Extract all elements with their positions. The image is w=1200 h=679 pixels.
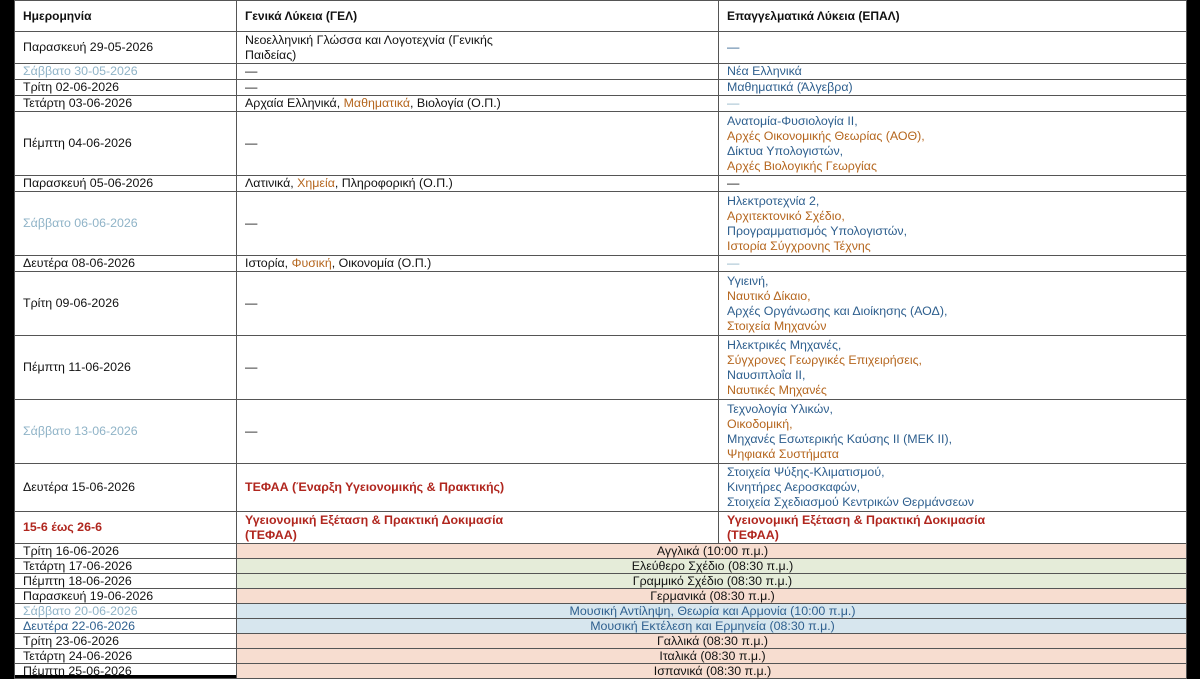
tefaa-label: (ΤΕΦΑΑ): [727, 527, 779, 542]
special-exam-row: [15, 544, 1187, 559]
exam-schedule-table: [14, 0, 1187, 679]
table-row: [15, 336, 1187, 400]
epal-cell: —: [719, 32, 1187, 64]
special-subject-cell: Γαλλικά (08:30 π.μ.): [237, 634, 1187, 649]
epal-cell: Νέα Ελληνικά: [719, 64, 1187, 80]
epal-subject: Ναυτικό Δίκαιο,: [727, 288, 811, 303]
gel-cell-tefaa: [237, 512, 719, 544]
date-cell: Τρίτη 09-06-2026: [15, 272, 237, 336]
table-row: [15, 80, 1187, 96]
epal-cell: [719, 272, 1187, 336]
gel-cell: [237, 256, 719, 272]
special-subject-cell: Μουσική Αντίληψη, Θεωρία και Αρμονία (10:00 π.μ.): [237, 604, 1187, 619]
table-row: [15, 272, 1187, 336]
tefaa-label: Υγειονομική Εξέταση & Πρακτική Δοκιμασία: [245, 512, 504, 527]
epal-subject: Ηλεκτρικές Μηχανές,: [727, 337, 842, 352]
special-subject-cell: Ελεύθερο Σχέδιο (08:30 π.μ.): [237, 559, 1187, 574]
epal-subject: Ανατομία-Φυσιολογία ΙΙ,: [727, 113, 858, 128]
table-row: [15, 464, 1187, 512]
date-cell: Σάββατο 20-06-2026: [15, 604, 237, 619]
gel-cell: —: [237, 192, 719, 256]
table-row: [15, 512, 1187, 544]
epal-subject: Τεχνολογία Υλικών,: [727, 401, 833, 416]
gel-subject: , Βιολογία (Ο.Π.): [410, 96, 501, 110]
date-cell: Πέμπτη 04-06-2026: [15, 112, 237, 176]
special-exam-row: [15, 664, 1187, 679]
date-cell: Πέμπτη 11-06-2026: [15, 336, 237, 400]
date-cell: Πέμπτη 25-06-2026: [15, 664, 237, 679]
epal-cell: [719, 400, 1187, 464]
tefaa-label: (ΤΕΦΑΑ): [245, 527, 297, 542]
gel-cell-tefaa: ΤΕΦΑΑ (Έναρξη Υγειονομικής & Πρακτικής): [237, 464, 719, 512]
epal-subject: Ψηφιακά Συστήματα: [727, 446, 839, 461]
gel-subject-highlight: Μαθηματικά: [343, 96, 411, 110]
date-cell: Τετάρτη 24-06-2026: [15, 649, 237, 664]
gel-subject: Αρχαία Ελληνικά,: [245, 96, 341, 110]
table-row: [15, 112, 1187, 176]
epal-cell-tefaa: [719, 512, 1187, 544]
gel-subject: Ιστορία,: [245, 256, 289, 270]
gel-cell: [237, 32, 719, 64]
date-cell: Τετάρτη 17-06-2026: [15, 559, 237, 574]
gel-subject: Νεοελληνική Γλώσσα και Λογοτεχνία (Γενικής: [245, 32, 493, 47]
gel-subject: Λατινικά,: [245, 176, 294, 190]
epal-subject: Κινητήρες Αεροσκαφών,: [727, 480, 861, 494]
gel-cell: —: [237, 400, 719, 464]
epal-subject: Αρχές Οικονομικής Θεωρίας (ΑΟΘ),: [727, 128, 925, 143]
date-cell: Σάββατο 30-05-2026: [15, 64, 237, 80]
special-exam-row: [15, 619, 1187, 634]
table-row: [15, 400, 1187, 464]
epal-subject: Αρχές Βιολογικής Γεωργίας: [727, 158, 877, 173]
gel-cell: —: [237, 272, 719, 336]
date-range-cell: 15-6 έως 26-6: [15, 512, 237, 544]
date-cell: Παρασκευή 19-06-2026: [15, 589, 237, 604]
epal-subject: Σύγχρονες Γεωργικές Επιχειρήσεις,: [727, 352, 922, 367]
date-cell: Δευτέρα 15-06-2026: [15, 464, 237, 512]
table-row: [15, 64, 1187, 80]
date-cell: Σάββατο 06-06-2026: [15, 192, 237, 256]
epal-subject: Ναυσιπλοΐα ΙΙ,: [727, 367, 806, 382]
table-row: [15, 256, 1187, 272]
header-date: Ημερομηνία: [15, 1, 237, 32]
header-row: [15, 1, 1187, 32]
epal-cell: [719, 192, 1187, 256]
date-cell: Τρίτη 02-06-2026: [15, 80, 237, 96]
epal-cell: —: [719, 96, 1187, 112]
gel-subject: , Πληροφορική (Ο.Π.): [334, 176, 453, 190]
special-exam-row: [15, 604, 1187, 619]
epal-subject: Οικοδομική,: [727, 416, 793, 431]
date-cell: Τρίτη 16-06-2026: [15, 544, 237, 559]
special-exam-row: [15, 634, 1187, 649]
special-exam-row: [15, 574, 1187, 589]
special-exam-row: [15, 589, 1187, 604]
epal-subject: Αρχές Οργάνωσης και Διοίκησης (ΑΟΔ),: [727, 303, 948, 318]
gel-cell: [237, 96, 719, 112]
epal-subject: Προγραμματισμός Υπολογιστών,: [727, 223, 908, 238]
date-cell: Δευτέρα 22-06-2026: [15, 619, 237, 634]
header-epal: Επαγγελματικά Λύκεια (ΕΠΑΛ): [719, 1, 1187, 32]
table-row: [15, 176, 1187, 192]
special-exam-row: [15, 649, 1187, 664]
date-cell: Πέμπτη 18-06-2026: [15, 574, 237, 589]
special-subject-cell: Μουσική Εκτέλεση και Ερμηνεία (08:30 π.μ.): [237, 619, 1187, 634]
special-subject-cell: Γραμμικό Σχέδιο (08:30 π.μ.): [237, 574, 1187, 589]
gel-subject-highlight: Χημεία: [297, 176, 335, 190]
gel-cell: —: [237, 64, 719, 80]
special-subject-cell: Γερμανικά (08:30 π.μ.): [237, 589, 1187, 604]
epal-subject: Ναυτικές Μηχανές: [727, 382, 827, 397]
epal-subject: Ηλεκτροτεχνία 2,: [727, 193, 820, 208]
gel-cell: —: [237, 112, 719, 176]
special-exam-row: [15, 559, 1187, 574]
gel-cell: [237, 176, 719, 192]
epal-cell: [719, 336, 1187, 400]
date-cell: Τετάρτη 03-06-2026: [15, 96, 237, 112]
epal-subject: Υγιεινή,: [727, 273, 769, 288]
tefaa-label: Υγειονομική Εξέταση & Πρακτική Δοκιμασία: [727, 512, 986, 527]
epal-subject: Αρχιτεκτονικό Σχέδιο,: [727, 208, 845, 223]
special-subject-cell: Ιταλικά (08:30 π.μ.): [237, 649, 1187, 664]
epal-subject: Μηχανές Εσωτερικής Καύσης ΙΙ (ΜΕΚ ΙΙ),: [727, 431, 953, 446]
gel-subject-highlight: Φυσική: [291, 256, 332, 270]
date-cell: Τρίτη 23-06-2026: [15, 634, 237, 649]
left-black-bar: [0, 0, 14, 675]
epal-cell: Μαθηματικά (Άλγεβρα): [719, 80, 1187, 96]
gel-subject: , Οικονομία (Ο.Π.): [331, 256, 432, 270]
date-cell: Παρασκευή 05-06-2026: [15, 176, 237, 192]
right-black-bar: [1186, 0, 1200, 675]
epal-subject: Στοιχεία Μηχανών: [727, 318, 827, 333]
epal-subject: Ιστορία Σύγχρονης Τέχνης: [727, 238, 871, 253]
epal-subject: Στοιχεία Σχεδιασμού Κεντρικών Θερμάνσεων: [727, 495, 974, 509]
date-cell: Παρασκευή 29-05-2026: [15, 32, 237, 64]
table-row: [15, 96, 1187, 112]
epal-cell: —: [719, 176, 1187, 192]
gel-cell: —: [237, 336, 719, 400]
special-subject-cell: Ισπανικά (08:30 π.μ.): [237, 664, 1187, 679]
date-cell: Δευτέρα 08-06-2026: [15, 256, 237, 272]
table-row: [15, 32, 1187, 64]
header-gel: Γενικά Λύκεια (ΓΕΛ): [237, 1, 719, 32]
gel-subject: Παιδείας): [245, 47, 297, 62]
epal-cell: [719, 464, 1187, 512]
date-cell: Σάββατο 13-06-2026: [15, 400, 237, 464]
epal-cell: —: [719, 256, 1187, 272]
special-subject-cell: Αγγλικά (10:00 π.μ.): [237, 544, 1187, 559]
epal-subject: Στοιχεία Ψύξης-Κλιματισμού,: [727, 465, 885, 479]
gel-cell: —: [237, 80, 719, 96]
epal-subject: Δίκτυα Υπολογιστών,: [727, 143, 844, 158]
epal-cell: [719, 112, 1187, 176]
table-row: [15, 192, 1187, 256]
